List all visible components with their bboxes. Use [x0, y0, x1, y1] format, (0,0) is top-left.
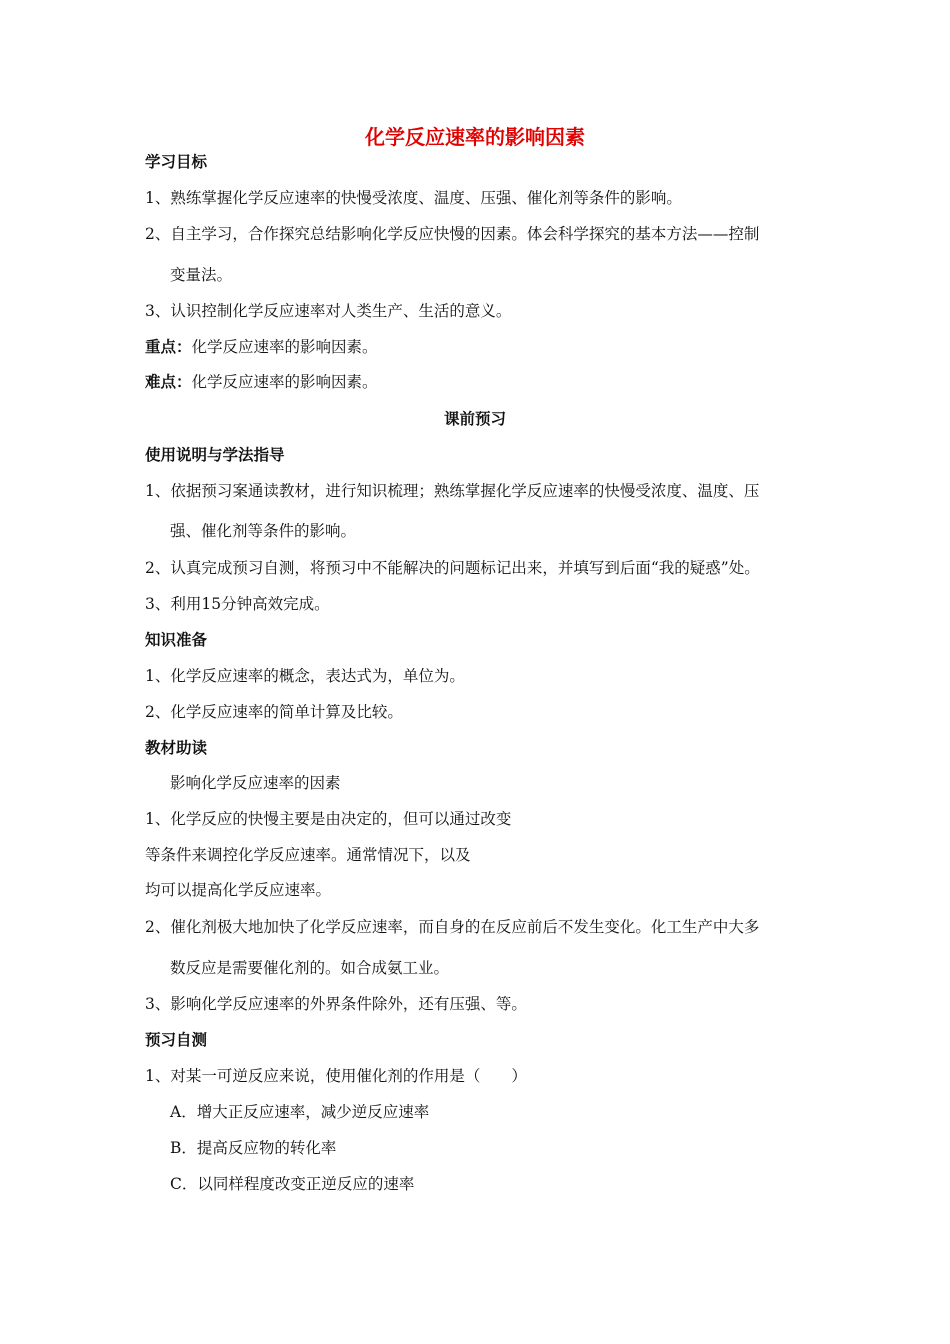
guide-heading: 使用说明与学法指导	[145, 446, 285, 464]
guide-item: 1、依据预习案通读教材，进行知识梳理；熟练掌握化学反应速率的快慢受浓度、温度、压	[145, 482, 760, 500]
guide-item: 3、利用15分钟高效完成。	[145, 595, 330, 613]
key-point-label: 重点：	[145, 338, 192, 356]
guide-item: 2、认真完成预习自测，将预习中不能解决的问题标记出来，并填写到后面“我的疑惑”处。	[145, 559, 760, 577]
difficulty-text: 化学反应速率的影响因素。	[191, 373, 378, 391]
reading-item: 1、化学反应的快慢主要是由决定的，但可以通过改变	[145, 810, 512, 828]
question: 1、对某一可逆反应来说，使用催化剂的作用是（ ）	[145, 1067, 527, 1085]
difficulty-point	[145, 372, 378, 392]
option-b: B．提高反应物的转化率	[170, 1139, 337, 1157]
objective-item: 3、认识控制化学反应速率对人类生产、生活的意义。	[145, 302, 512, 320]
reading-item-continuation: 均可以提高化学反应速率。	[145, 881, 332, 899]
reading-item-continuation: 等条件来调控化学反应速率。通常情况下，以及	[145, 846, 471, 864]
guide-item-continuation: 强、催化剂等条件的影响。	[170, 522, 357, 540]
reading-item: 2、催化剂极大地加快了化学反应速率，而自身的在反应前后不发生变化。化工生产中大多	[145, 918, 760, 936]
difficulty-label: 难点：	[145, 373, 192, 391]
reading-item-continuation: 数反应是需要催化剂的。如合成氨工业。	[170, 959, 450, 977]
option-c: C．以同样程度改变正逆反应的速率	[170, 1175, 415, 1193]
objective-item: 1、熟练掌握化学反应速率的快慢受浓度、温度、压强、催化剂等条件的影响。	[145, 189, 682, 207]
key-point	[145, 337, 378, 357]
objective-item-continuation: 变量法。	[170, 266, 233, 284]
key-point-text: 化学反应速率的影响因素。	[191, 338, 378, 356]
knowledge-heading: 知识准备	[145, 631, 208, 649]
objectives-heading: 学习目标	[145, 153, 208, 171]
self-test-heading: 预习自测	[145, 1031, 208, 1049]
reading-item: 3、影响化学反应速率的外界条件除外，还有压强、等。	[145, 995, 527, 1013]
objective-item: 2、自主学习，合作探究总结影响化学反应快慢的因素。体会科学探究的基本方法——控制	[145, 225, 760, 243]
document-title: 化学反应速率的影响因素	[365, 125, 585, 149]
knowledge-item: 2、化学反应速率的简单计算及比较。	[145, 703, 403, 721]
option-a: A．增大正反应速率，减少逆反应速率	[170, 1103, 430, 1121]
preview-heading: 课前预习	[443, 410, 506, 428]
reading-subheading: 影响化学反应速率的因素	[170, 774, 341, 792]
reading-heading: 教材助读	[145, 739, 208, 757]
knowledge-item: 1、化学反应速率的概念，表达式为，单位为。	[145, 667, 465, 685]
